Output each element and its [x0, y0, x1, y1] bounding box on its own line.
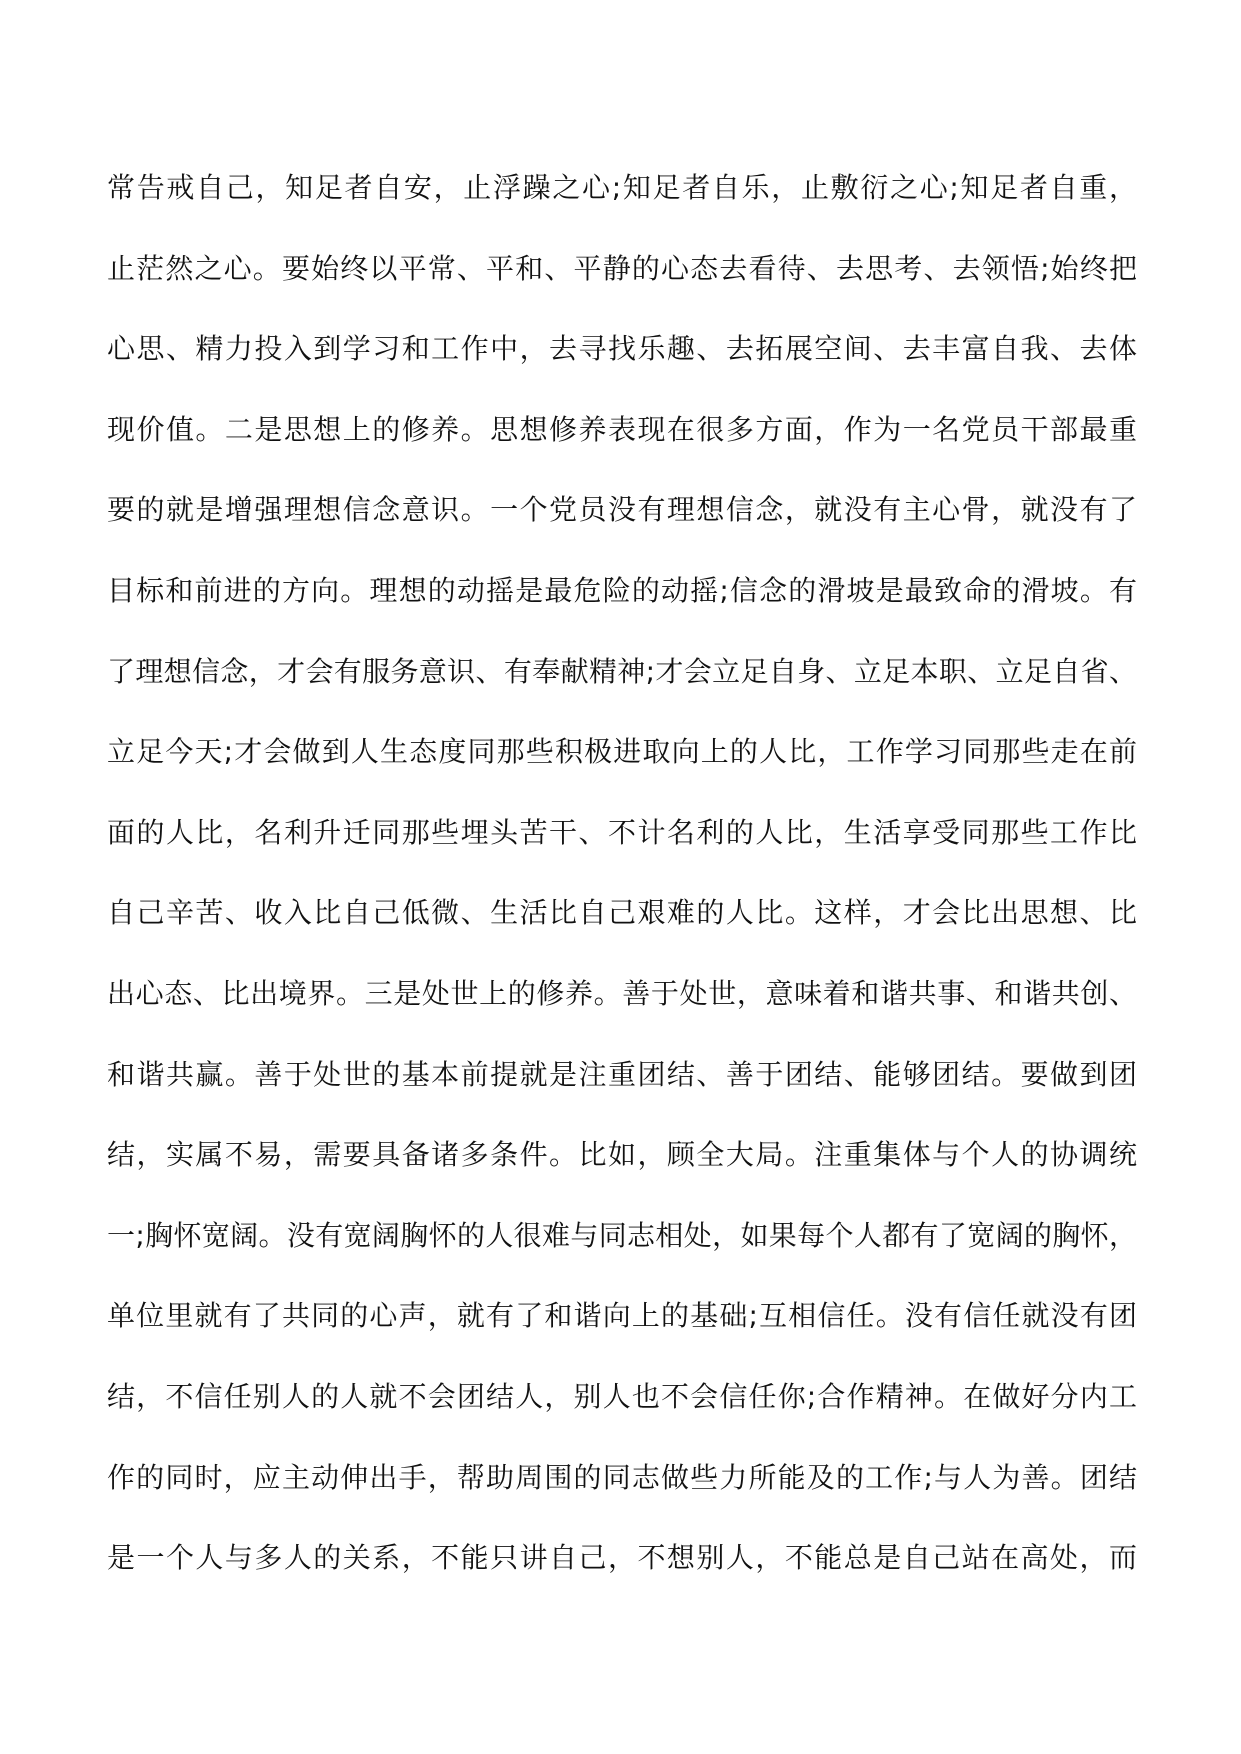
text-line-10: 自己辛苦、收入比自己低微、生活比自己艰难的人比。这样，才会比出思想、比 — [107, 896, 1137, 930]
text-line-3: 心思、精力投入到学习和工作中，去寻找乐趣、去拓展空间、去丰富自我、去体 — [107, 332, 1137, 366]
text-line-14: 一;胸怀宽阔。没有宽阔胸怀的人很难与同志相处，如果每个人都有了宽阔的胸怀， — [107, 1218, 1137, 1252]
body-paragraph — [107, 168, 1137, 1619]
text-line-8: 立足今天;才会做到人生态度同那些积极进取向上的人比，工作学习同那些走在前 — [107, 735, 1137, 769]
text-line-12: 和谐共赢。善于处世的基本前提就是注重团结、善于团结、能够团结。要做到团 — [107, 1057, 1137, 1091]
text-line-5: 要的就是增强理想信念意识。一个党员没有理想信念，就没有主心骨，就没有了 — [107, 493, 1137, 527]
text-line-6: 目标和前进的方向。理想的动摇是最危险的动摇;信念的滑坡是最致命的滑坡。有 — [107, 573, 1137, 607]
text-line-11: 出心态、比出境界。三是处世上的修养。善于处世，意味着和谐共事、和谐共创、 — [107, 976, 1137, 1010]
text-line-7: 了理想信念，才会有服务意识、有奉献精神;才会立足自身、立足本职、立足自省、 — [107, 654, 1137, 688]
text-line-18: 是一个人与多人的关系，不能只讲自己，不想别人，不能总是自己站在高处，而 — [107, 1541, 1137, 1575]
text-line-16: 结，不信任别人的人就不会团结人，别人也不会信任你;合作精神。在做好分内工 — [107, 1379, 1137, 1413]
text-line-2: 止茫然之心。要始终以平常、平和、平静的心态去看待、去思考、去领悟;始终把 — [107, 251, 1137, 285]
text-line-9: 面的人比，名利升迁同那些埋头苦干、不计名利的人比，生活享受同那些工作比 — [107, 815, 1137, 849]
text-line-13: 结，实属不易，需要具备诸多条件。比如，顾全大局。注重集体与个人的协调统 — [107, 1138, 1137, 1172]
text-line-4: 现价值。二是思想上的修养。思想修养表现在很多方面，作为一名党员干部最重 — [107, 412, 1137, 446]
text-line-1: 常告戒自己，知足者自安，止浮躁之心;知足者自乐，止敷衍之心;知足者自重， — [107, 171, 1137, 204]
text-line-15: 单位里就有了共同的心声，就有了和谐向上的基础;互相信任。没有信任就没有团 — [107, 1299, 1137, 1333]
text-line-17: 作的同时，应主动伸出手，帮助周围的同志做些力所能及的工作;与人为善。团结 — [107, 1460, 1137, 1494]
